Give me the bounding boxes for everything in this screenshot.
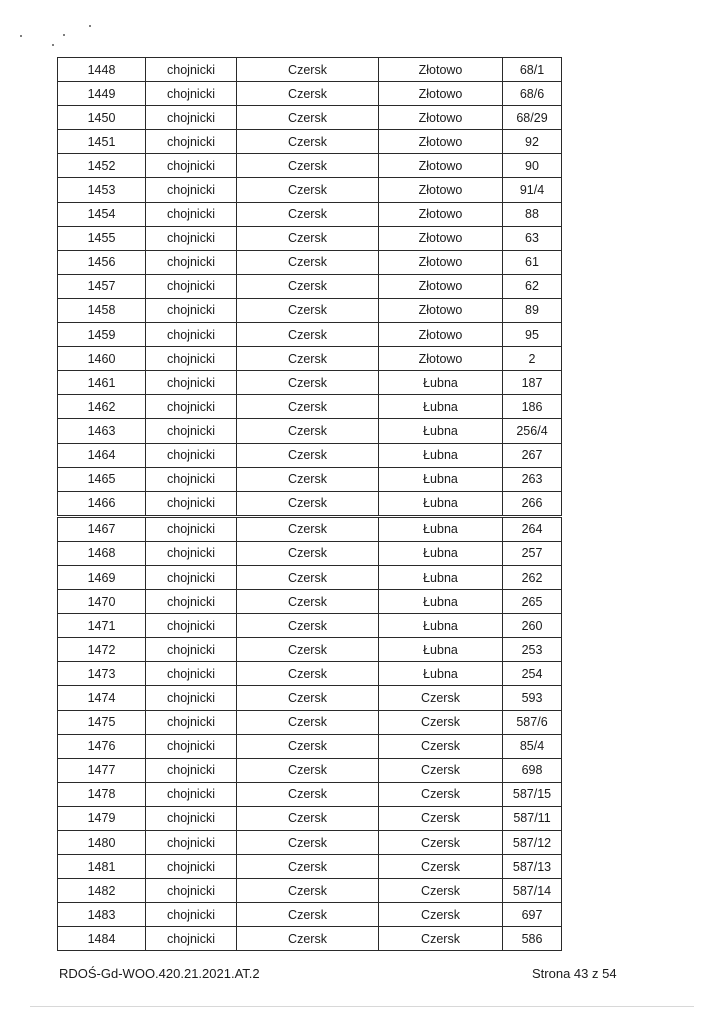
county-cell: chojnicki [146,202,237,226]
parcel-number-cell: 68/6 [503,82,562,106]
row-number-cell: 1460 [58,347,146,371]
county-cell: chojnicki [146,58,237,82]
precinct-cell: Czersk [379,686,503,710]
county-cell: chojnicki [146,106,237,130]
scan-speck [52,44,54,46]
precinct-cell: Czersk [379,710,503,734]
precinct-cell: Łubna [379,371,503,395]
table-row [58,782,562,806]
table-row [58,516,562,541]
county-cell: chojnicki [146,491,237,516]
municipality-cell: Czersk [237,82,379,106]
parcel-number-cell: 89 [503,298,562,322]
municipality-cell: Czersk [237,782,379,806]
row-number-cell: 1480 [58,831,146,855]
parcel-number-cell: 698 [503,758,562,782]
parcel-number-cell: 62 [503,274,562,298]
parcel-number-cell: 257 [503,541,562,565]
county-cell: chojnicki [146,130,237,154]
municipality-cell: Czersk [237,106,379,130]
row-number-cell: 1465 [58,467,146,491]
page-edge-line [30,1006,694,1007]
county-cell: chojnicki [146,831,237,855]
municipality-cell: Czersk [237,638,379,662]
parcel-number-cell: 586 [503,927,562,951]
county-cell: chojnicki [146,565,237,589]
row-number-cell: 1455 [58,226,146,250]
precinct-cell: Czersk [379,758,503,782]
municipality-cell: Czersk [237,590,379,614]
parcel-number-cell: 254 [503,662,562,686]
county-cell: chojnicki [146,82,237,106]
county-cell: chojnicki [146,638,237,662]
table-row [58,662,562,686]
parcel-table-body [58,58,562,951]
table-row [58,106,562,130]
parcel-number-cell: 266 [503,491,562,516]
municipality-cell: Czersk [237,130,379,154]
precinct-cell: Łubna [379,516,503,541]
table-row [58,419,562,443]
row-number-cell: 1450 [58,106,146,130]
county-cell: chojnicki [146,927,237,951]
parcel-number-cell: 68/1 [503,58,562,82]
precinct-cell: Złotowo [379,298,503,322]
precinct-cell: Łubna [379,662,503,686]
municipality-cell: Czersk [237,154,379,178]
precinct-cell: Czersk [379,903,503,927]
parcel-number-cell: 61 [503,250,562,274]
precinct-cell: Łubna [379,565,503,589]
row-number-cell: 1475 [58,710,146,734]
row-number-cell: 1484 [58,927,146,951]
table-row [58,82,562,106]
county-cell: chojnicki [146,323,237,347]
table-row [58,855,562,879]
parcel-number-cell: 264 [503,516,562,541]
scan-speck [63,34,65,36]
county-cell: chojnicki [146,467,237,491]
county-cell: chojnicki [146,250,237,274]
scan-speck [20,35,22,37]
table-row [58,686,562,710]
precinct-cell: Łubna [379,419,503,443]
table-row [58,590,562,614]
table-row [58,154,562,178]
row-number-cell: 1463 [58,419,146,443]
table-row [58,395,562,419]
county-cell: chojnicki [146,178,237,202]
row-number-cell: 1456 [58,250,146,274]
municipality-cell: Czersk [237,541,379,565]
municipality-cell: Czersk [237,686,379,710]
municipality-cell: Czersk [237,662,379,686]
municipality-cell: Czersk [237,419,379,443]
row-number-cell: 1479 [58,806,146,830]
county-cell: chojnicki [146,371,237,395]
municipality-cell: Czersk [237,395,379,419]
municipality-cell: Czersk [237,903,379,927]
parcel-number-cell: 186 [503,395,562,419]
scan-speck [89,25,91,27]
county-cell: chojnicki [146,686,237,710]
municipality-cell: Czersk [237,250,379,274]
table-row [58,226,562,250]
table-row [58,298,562,322]
county-cell: chojnicki [146,443,237,467]
row-number-cell: 1464 [58,443,146,467]
parcel-number-cell: 88 [503,202,562,226]
table-row [58,710,562,734]
row-number-cell: 1471 [58,614,146,638]
row-number-cell: 1474 [58,686,146,710]
county-cell: chojnicki [146,347,237,371]
row-number-cell: 1448 [58,58,146,82]
parcel-number-cell: 187 [503,371,562,395]
municipality-cell: Czersk [237,927,379,951]
row-number-cell: 1454 [58,202,146,226]
row-number-cell: 1451 [58,130,146,154]
county-cell: chojnicki [146,879,237,903]
table-row [58,347,562,371]
municipality-cell: Czersk [237,565,379,589]
table-row [58,178,562,202]
municipality-cell: Czersk [237,467,379,491]
parcel-number-cell: 95 [503,323,562,347]
municipality-cell: Czersk [237,491,379,516]
row-number-cell: 1482 [58,879,146,903]
municipality-cell: Czersk [237,758,379,782]
precinct-cell: Czersk [379,831,503,855]
precinct-cell: Złotowo [379,347,503,371]
parcel-number-cell: 697 [503,903,562,927]
municipality-cell: Czersk [237,347,379,371]
county-cell: chojnicki [146,782,237,806]
precinct-cell: Łubna [379,614,503,638]
precinct-cell: Łubna [379,638,503,662]
parcel-number-cell: 587/14 [503,879,562,903]
table-row [58,903,562,927]
row-number-cell: 1478 [58,782,146,806]
table-row [58,758,562,782]
municipality-cell: Czersk [237,734,379,758]
table-row [58,927,562,951]
table-row [58,323,562,347]
municipality-cell: Czersk [237,516,379,541]
precinct-cell: Czersk [379,782,503,806]
county-cell: chojnicki [146,662,237,686]
table-row [58,541,562,565]
parcel-number-cell: 587/12 [503,831,562,855]
municipality-cell: Czersk [237,806,379,830]
precinct-cell: Łubna [379,590,503,614]
table-row [58,443,562,467]
county-cell: chojnicki [146,298,237,322]
precinct-cell: Łubna [379,467,503,491]
row-number-cell: 1449 [58,82,146,106]
page-number: Strona 43 z 54 [532,966,617,981]
county-cell: chojnicki [146,855,237,879]
county-cell: chojnicki [146,154,237,178]
county-cell: chojnicki [146,806,237,830]
precinct-cell: Złotowo [379,106,503,130]
precinct-cell: Złotowo [379,82,503,106]
county-cell: chojnicki [146,903,237,927]
table-row [58,879,562,903]
table-row [58,831,562,855]
parcel-number-cell: 587/15 [503,782,562,806]
precinct-cell: Czersk [379,734,503,758]
parcel-number-cell: 68/29 [503,106,562,130]
row-number-cell: 1468 [58,541,146,565]
precinct-cell: Łubna [379,443,503,467]
municipality-cell: Czersk [237,274,379,298]
precinct-cell: Złotowo [379,154,503,178]
county-cell: chojnicki [146,614,237,638]
precinct-cell: Złotowo [379,58,503,82]
parcel-number-cell: 2 [503,347,562,371]
precinct-cell: Łubna [379,395,503,419]
precinct-cell: Złotowo [379,226,503,250]
municipality-cell: Czersk [237,879,379,903]
municipality-cell: Czersk [237,202,379,226]
municipality-cell: Czersk [237,855,379,879]
municipality-cell: Czersk [237,298,379,322]
row-number-cell: 1483 [58,903,146,927]
row-number-cell: 1462 [58,395,146,419]
parcel-number-cell: 260 [503,614,562,638]
county-cell: chojnicki [146,734,237,758]
municipality-cell: Czersk [237,371,379,395]
precinct-cell: Czersk [379,855,503,879]
municipality-cell: Czersk [237,710,379,734]
row-number-cell: 1469 [58,565,146,589]
precinct-cell: Czersk [379,879,503,903]
parcel-number-cell: 256/4 [503,419,562,443]
row-number-cell: 1470 [58,590,146,614]
municipality-cell: Czersk [237,323,379,347]
row-number-cell: 1458 [58,298,146,322]
parcel-number-cell: 263 [503,467,562,491]
row-number-cell: 1477 [58,758,146,782]
row-number-cell: 1453 [58,178,146,202]
parcel-number-cell: 587/6 [503,710,562,734]
parcel-table [57,57,562,951]
table-row [58,202,562,226]
parcel-number-cell: 85/4 [503,734,562,758]
precinct-cell: Złotowo [379,274,503,298]
row-number-cell: 1476 [58,734,146,758]
county-cell: chojnicki [146,710,237,734]
county-cell: chojnicki [146,516,237,541]
table-row [58,565,562,589]
parcel-number-cell: 91/4 [503,178,562,202]
table-row [58,806,562,830]
parcel-number-cell: 253 [503,638,562,662]
row-number-cell: 1472 [58,638,146,662]
precinct-cell: Złotowo [379,202,503,226]
table-row [58,58,562,82]
county-cell: chojnicki [146,226,237,250]
table-row [58,274,562,298]
parcel-number-cell: 90 [503,154,562,178]
parcel-number-cell: 63 [503,226,562,250]
row-number-cell: 1481 [58,855,146,879]
county-cell: chojnicki [146,758,237,782]
table-row [58,614,562,638]
parcel-number-cell: 262 [503,565,562,589]
county-cell: chojnicki [146,590,237,614]
municipality-cell: Czersk [237,226,379,250]
row-number-cell: 1461 [58,371,146,395]
municipality-cell: Czersk [237,614,379,638]
row-number-cell: 1452 [58,154,146,178]
table-row [58,250,562,274]
row-number-cell: 1459 [58,323,146,347]
municipality-cell: Czersk [237,443,379,467]
row-number-cell: 1473 [58,662,146,686]
table-row [58,734,562,758]
row-number-cell: 1466 [58,491,146,516]
table-row [58,371,562,395]
precinct-cell: Czersk [379,927,503,951]
county-cell: chojnicki [146,274,237,298]
parcel-number-cell: 593 [503,686,562,710]
county-cell: chojnicki [146,541,237,565]
table-row [58,130,562,154]
table-row [58,638,562,662]
parcel-number-cell: 587/13 [503,855,562,879]
row-number-cell: 1457 [58,274,146,298]
precinct-cell: Złotowo [379,323,503,347]
precinct-cell: Łubna [379,541,503,565]
municipality-cell: Czersk [237,178,379,202]
table-row [58,491,562,516]
parcel-number-cell: 587/11 [503,806,562,830]
table-row [58,467,562,491]
precinct-cell: Złotowo [379,130,503,154]
municipality-cell: Czersk [237,58,379,82]
parcel-number-cell: 265 [503,590,562,614]
county-cell: chojnicki [146,419,237,443]
parcel-number-cell: 267 [503,443,562,467]
precinct-cell: Czersk [379,806,503,830]
document-reference: RDOŚ-Gd-WOO.420.21.2021.AT.2 [59,966,260,981]
row-number-cell: 1467 [58,516,146,541]
county-cell: chojnicki [146,395,237,419]
precinct-cell: Złotowo [379,250,503,274]
parcel-number-cell: 92 [503,130,562,154]
municipality-cell: Czersk [237,831,379,855]
precinct-cell: Złotowo [379,178,503,202]
precinct-cell: Łubna [379,491,503,516]
